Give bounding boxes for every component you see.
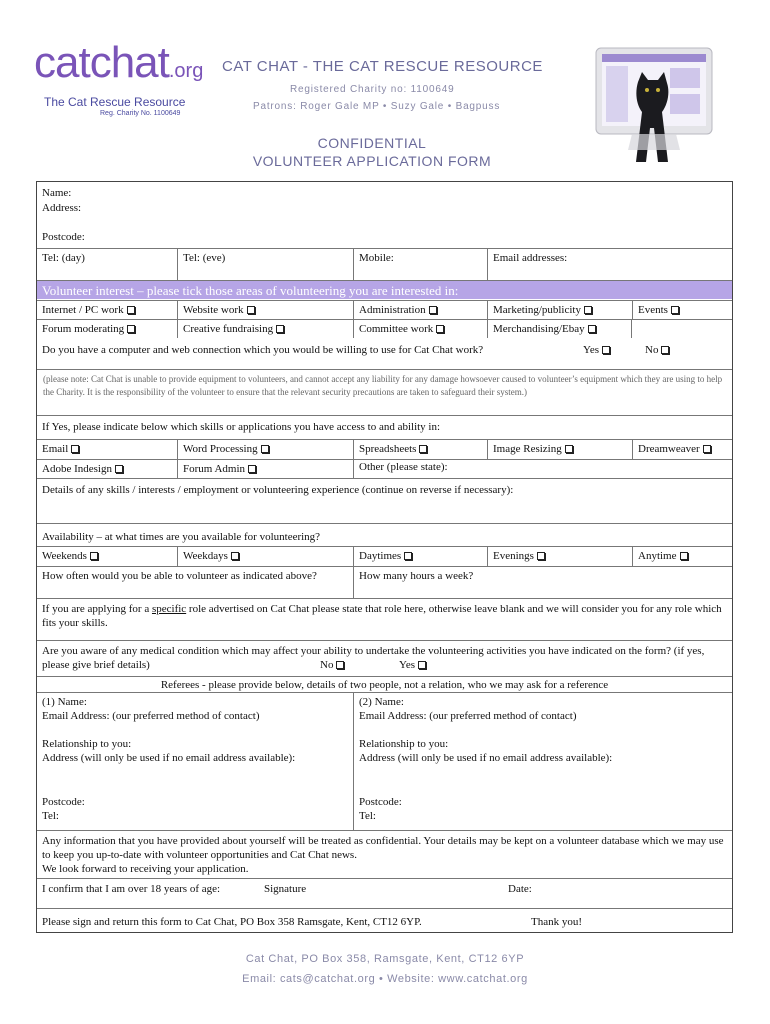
interest-heading: Volunteer interest – please tick those areas of volunteering you are interested in: [37,280,732,299]
referee-1[interactable] [37,693,353,830]
specific-role-text [42,602,727,630]
footer-contact: Email: cats@catchat.org • Website: www.catchat.org [242,973,528,985]
checkbox-icon[interactable] [419,445,427,453]
checkbox-icon[interactable] [127,306,135,314]
checkbox-icon[interactable] [115,465,123,473]
checkbox-icon[interactable] [602,346,610,354]
form-title-confidential: CONFIDENTIAL [317,135,427,151]
checkbox-icon[interactable] [584,306,592,314]
confidential-info [42,834,727,876]
skills-intro: If Yes, please indicate below which skills or applications you have access to and ability in: [42,421,441,433]
checkbox-icon[interactable] [247,306,255,314]
registered-charity: Registered Charity no: 1100649 [290,84,455,95]
computer-no-label: No [645,344,659,356]
logo-wordmark [34,38,203,96]
interest-committee[interactable] [353,320,487,338]
skills-row-1 [37,439,732,459]
interest-forum-label: Forum moderating [42,323,125,335]
skill-email-label: Email [42,443,69,455]
avail-weekends-label: Weekends [42,550,87,562]
how-many-label: How many hours a week? [359,570,474,582]
footer-address: Cat Chat, PO Box 358, Ramsgate, Kent, CT12 6YP [245,953,525,965]
checkbox-icon[interactable] [90,552,98,560]
interest-fundraising-label: Creative fundraising [183,323,274,335]
skill-forum-admin-label: Forum Admin [183,463,246,475]
referee-1-address-label: Address (will only be used if no email address available): [42,752,296,764]
skills-row-2 [37,459,732,478]
referee-2-relationship-label: Relationship to you: [359,738,449,750]
medical-yes-label: Yes [399,659,416,671]
checkbox-icon[interactable] [661,346,669,354]
checkbox-icon[interactable] [680,552,688,560]
referee-1-name-label: (1) Name: [42,696,87,708]
thank-you: Thank you! [531,916,583,928]
referee-2-name-label: (2) Name: [359,696,404,708]
checkbox-icon[interactable] [436,325,444,333]
interest-website-label: Website work [183,304,244,316]
skill-spreadsheets-label: Spreadsheets [359,443,417,455]
checkbox-icon[interactable] [276,325,284,333]
checkbox-icon[interactable] [418,661,426,669]
computer-no[interactable] [645,343,669,357]
skill-word[interactable] [177,440,353,459]
referee-2-tel-label: Tel: [359,810,376,822]
skill-word-label: Word Processing [183,443,258,455]
interest-admin[interactable] [353,301,487,319]
skill-spreadsheets[interactable] [353,440,487,459]
skills-intro-row [37,415,732,439]
referees-heading-row [37,676,732,692]
referee-2-address-label: Address (will only be used if no email address available): [359,752,613,764]
availability-row [37,546,732,566]
skill-indesign[interactable] [37,460,177,478]
referees-block [37,692,732,830]
checkbox-icon[interactable] [565,445,573,453]
skill-other[interactable] [353,460,732,478]
checkbox-icon[interactable] [537,552,545,560]
interest-admin-label: Administration [359,304,426,316]
medical-no-label: No [320,659,334,671]
name-label: Name: [42,187,72,199]
interest-internet-label: Internet / PC work [42,304,124,316]
details-row[interactable] [37,478,732,523]
specific-role-row[interactable] [37,598,732,640]
skill-dreamweaver[interactable] [632,440,732,459]
referee-2-postcode-label: Postcode: [359,796,402,808]
checkbox-icon[interactable] [671,306,679,314]
checkbox-icon[interactable] [71,445,79,453]
interest-row-2 [37,319,732,338]
skill-other-label: Other (please state): [359,461,448,473]
interest-forum[interactable] [37,320,177,338]
interest-merch-label: Merchandising/Ebay [493,323,585,335]
logo-tagline: The Cat Rescue Resource [44,95,186,109]
return-row [37,908,732,934]
computer-yes[interactable] [583,343,610,357]
avail-weekends[interactable] [37,547,177,566]
medical-no[interactable] [320,658,344,672]
checkbox-icon[interactable] [248,465,256,473]
signature-row[interactable] [37,878,732,908]
computer-question: Do you have a computer and web connection which you would be willing to use for Cat Chat work? [42,344,484,356]
availability-intro-row [37,523,732,546]
referee-2[interactable] [353,693,732,830]
interest-merch[interactable] [487,320,632,338]
interest-committee-label: Committee work [359,323,434,335]
avail-daytimes[interactable] [353,547,487,566]
tel-day-label: Tel: (day) [42,252,85,264]
medical-yes[interactable] [399,658,426,672]
volunteer-application-form [36,181,733,933]
referees-heading: Referees - please provide below, details of two people, not a relation, who we may ask for a reference [160,679,609,691]
how-often-cell[interactable] [37,567,353,598]
checkbox-icon[interactable] [429,306,437,314]
avail-anytime-label: Anytime [638,550,677,562]
referee-1-tel-label: Tel: [42,810,59,822]
avail-weekdays[interactable] [177,547,353,566]
logo-main-text: catchat [34,38,169,87]
signature-label: Signature [264,883,307,895]
skill-indesign-label: Adobe Indesign [42,463,112,475]
frequency-row [37,566,732,598]
catchat-logo [34,38,224,128]
avail-weekdays-label: Weekdays [183,550,228,562]
interest-internet[interactable] [37,301,177,319]
checkbox-icon[interactable] [404,552,412,560]
interest-marketing[interactable] [487,301,632,319]
confidential-info-text: Any information that you have provided about yourself will be treated as confidential. Your details may be kept on a volunteer database which we may use to keep you up-to-date with volunteer opportunities and Cat Chat news. [42,835,724,861]
how-often-label: How often would you be able to volunteer as indicated above? [42,570,317,582]
interest-fundraising[interactable] [177,320,353,338]
date-label: Date: [508,883,532,895]
interest-marketing-label: Marketing/publicity [493,304,581,316]
monitor-cat-image [592,46,716,166]
page-title: CAT CHAT - THE CAT RESCUE RESOURCE [222,58,543,75]
checkbox-icon[interactable] [588,325,596,333]
computer-yes-label: Yes [583,344,600,356]
patrons: Patrons: Roger Gale MP • Suzy Gale • Bagpuss [253,101,501,112]
address-label: Address: [42,202,82,214]
email-label: Email addresses: [493,252,568,264]
mobile-label: Mobile: [359,252,394,264]
referee-2-email-label: Email Address: (our preferred method of contact) [359,710,577,722]
return-address: Please sign and return this form to Cat Chat, PO Box 358 Ramsgate, Kent, CT12 6YP. [42,916,422,928]
avail-anytime[interactable] [632,547,732,566]
logo-org-text: .org [168,60,204,82]
avail-evenings-label: Evenings [493,550,534,562]
specific-role-underline: specific [151,603,187,615]
computer-question-row [37,340,732,362]
interest-events[interactable] [632,301,732,319]
medical-row[interactable] [37,640,732,676]
referee-1-postcode-label: Postcode: [42,796,85,808]
skill-forum-admin[interactable] [177,460,353,478]
checkbox-icon[interactable] [231,552,239,560]
interest-row-1 [37,300,732,319]
contact-block [37,182,732,248]
postcode-label: Postcode: [42,231,85,243]
checkbox-icon[interactable] [127,325,135,333]
avail-evenings[interactable] [487,547,632,566]
look-forward-text: We look forward to receiving your application. [42,863,249,875]
checkbox-icon[interactable] [703,445,711,453]
checkbox-icon[interactable] [261,445,269,453]
how-many-cell[interactable] [353,567,732,598]
referee-1-relationship-label: Relationship to you: [42,738,132,750]
logo-reg-number: Reg. Charity No. 1100649 [100,110,181,117]
tel-eve-label: Tel: (eve) [183,252,226,264]
interest-events-label: Events [638,304,668,316]
age-confirm-label: I confirm that I am over 18 years of age: [42,883,221,895]
referee-1-email-label: Email Address: (our preferred method of contact) [42,710,260,722]
form-title-volunteer: VOLUNTEER APPLICATION FORM [252,153,492,169]
skill-image[interactable] [487,440,632,459]
skill-image-label: Image Resizing [493,443,562,455]
details-label: Details of any skills / interests / employment or volunteering experience (continue on reverse if necessary): [42,484,514,496]
specific-role-a: If you are applying for a [42,603,152,615]
availability-intro: Availability – at what times are you available for volunteering? [42,531,321,543]
specific-role-b: role advertised on Cat Chat please state that role here, otherwise leave blank and we will consider you for any role which fits your skills. [42,603,722,629]
interest-website[interactable] [177,301,353,319]
checkbox-icon[interactable] [336,661,344,669]
medical-question: Are you aware of any medical condition which may affect your ability to undertake the volunteering activities you have indicated on the form? (if yes, please give brief details) [42,645,705,671]
skill-email[interactable] [37,440,177,459]
skill-dreamweaver-label: Dreamweaver [638,443,700,455]
avail-daytimes-label: Daytimes [359,550,402,562]
confidential-info-row [37,830,732,878]
form-title [222,134,522,170]
equipment-note: (please note: Cat Chat is unable to provide equipment to volunteers, and cannot accept any liability for any damage howsoever caused to volunteer’s equipment which they are using to help the Charity. It is the responsibility of the volunteer to ensure that the relevant security precautions are taken to safeguard their system.) [37,369,732,415]
